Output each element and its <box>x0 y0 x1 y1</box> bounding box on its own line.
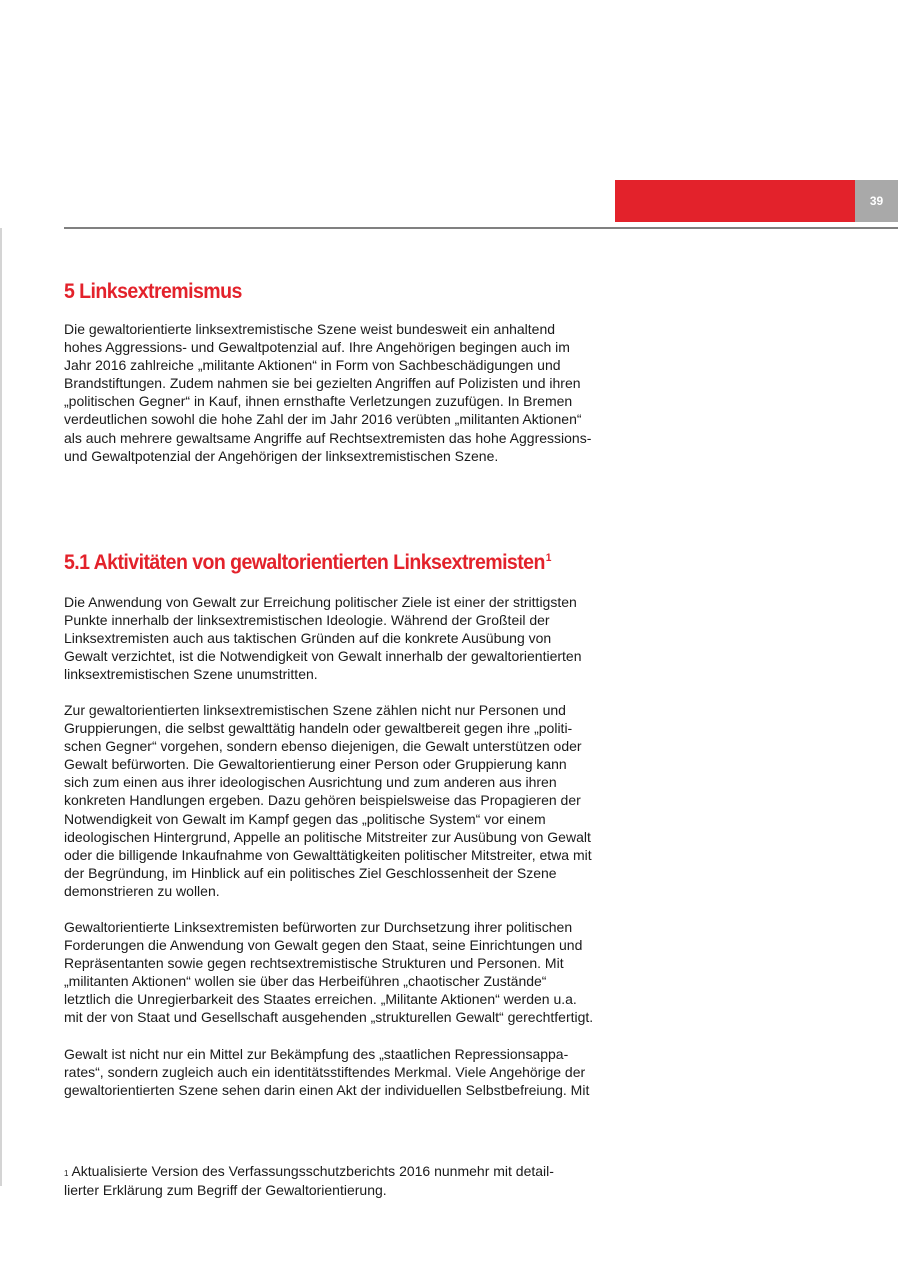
left-page-edge <box>0 228 2 1186</box>
text-line: Linksextremisten auch aus taktischen Gründen auf die konkrete Ausübung von <box>64 630 552 647</box>
text-line: Gewalt befürworten. Die Gewaltorientierung einer Person oder Gruppierung kann <box>64 756 567 773</box>
text-line: schen Gegner“ vorgehen, sondern ebenso diejenigen, die Gewalt unterstützen oder <box>64 738 582 755</box>
footnote-text: Aktualisierte Version des Verfassungsschutzberichts 2016 nunmehr mit detail- <box>71 1163 554 1179</box>
section51-paragraph-4 <box>64 1045 589 1099</box>
text-line: Repräsentanten sowie gegen rechtsextremistische Strukturen und Personen. Mit <box>64 955 564 972</box>
text-line: „politischen Gegner“ in Kauf, ihnen ernsthafte Verletzungen zuzufügen. In Bremen <box>64 393 573 410</box>
section51-paragraph-1 <box>64 593 582 683</box>
section5-paragraph <box>64 320 591 465</box>
text-line: rates“, sondern zugleich auch ein identitätsstiftendes Merkmal. Viele Angehörige der <box>64 1064 586 1081</box>
header-rule <box>64 227 898 229</box>
footnote-reference: 1 <box>545 552 551 564</box>
text-line: „militanten Aktionen“ wollen sie über das Herbeiführen „chaotischer Zustände“ <box>64 973 547 990</box>
footnote-line <box>64 1162 554 1181</box>
text-line: Gewalt ist nicht nur ein Mittel zur Bekämpfung des „staatlichen Repressionsappa- <box>64 1046 569 1062</box>
page-number: 39 <box>855 180 898 222</box>
text-line: Punkte innerhalb der linksextremistischen Ideologie. Während der Großteil der <box>64 612 550 629</box>
text-line: und Gewaltpotenzial der Angehörigen der linksextremistischen Szene. <box>64 447 499 464</box>
text-line: Die Anwendung von Gewalt zur Erreichung politischer Ziele ist einer der strittigsten <box>64 594 577 610</box>
text-line: letztlich die Unregierbarkeit des Staates erreichen. „Militante Aktionen“ werden u.a. <box>64 991 577 1008</box>
text-line: Die gewaltorientierte linksextremistische Szene weist bundesweit ein anhaltend <box>64 321 556 337</box>
section-title-text: 5.1 Aktivitäten von gewaltorientierten Linksextremisten <box>64 551 545 574</box>
text-line: der Begründung, im Hinblick auf ein politisches Ziel Geschlossenheit der Szene <box>64 864 557 881</box>
footnote-line: lierter Erklärung zum Begriff der Gewaltorientierung. <box>64 1181 387 1198</box>
text-line: Gewalt verzichtet, ist die Notwendigkeit von Gewalt innerhalb der gewaltorientierten <box>64 648 582 665</box>
section-title-aktivitaeten <box>64 551 551 575</box>
text-line: Gruppierungen, die selbst gewalttätig handeln oder gewaltbereit gegen ihre „politi- <box>64 720 573 737</box>
section51-paragraph-2 <box>64 701 592 900</box>
text-line: Brandstiftungen. Zudem nahmen sie bei gezielten Angriffen auf Polizisten und ihren <box>64 375 581 392</box>
text-line: gewaltorientierten Szene sehen darin einen Akt der individuellen Selbstbefreiung. Mit <box>64 1082 590 1099</box>
text-line: Zur gewaltorientierten linksextremistischen Szene zählen nicht nur Personen und <box>64 702 566 718</box>
text-line: als auch mehrere gewaltsame Angriffe auf Rechtsextremisten das hohe Aggressions- <box>64 429 592 446</box>
section-title-linksextremismus: 5 Linksextremismus <box>64 280 242 303</box>
text-line: Gewaltorientierte Linksextremisten befürworten zur Durchsetzung ihrer politischen <box>64 919 573 935</box>
header-red-bar <box>615 180 855 222</box>
text-line: Jahr 2016 zahlreiche „militante Aktionen“ in Form von Sachbeschädigungen und <box>64 357 561 374</box>
text-line: demonstrieren zu wollen. <box>64 882 220 899</box>
text-line: Forderungen die Anwendung von Gewalt gegen den Staat, seine Einrichtungen und <box>64 937 583 954</box>
section51-paragraph-3 <box>64 918 593 1027</box>
text-line: ideologischen Hintergrund, Appelle an politische Mitstreiter zur Ausübung von Gewalt <box>64 828 591 845</box>
text-line: oder die billigende Inkaufnahme von Gewalttätigkeiten politischer Mitstreiter, etwa mit <box>64 846 592 863</box>
text-line: Notwendigkeit von Gewalt im Kampf gegen das „politische System“ vor einem <box>64 810 546 827</box>
text-line: mit der von Staat und Gesellschaft ausgehenden „strukturellen Gewalt“ gerechtfertigt. <box>64 1009 594 1026</box>
footnote <box>64 1162 554 1199</box>
text-line: linksextremistischen Szene unumstritten. <box>64 666 318 683</box>
footnote-number: 1 <box>64 1169 69 1178</box>
text-line: sich zum einen aus ihrer ideologischen Ausrichtung und zum anderen aus ihren <box>64 774 557 791</box>
text-line: verdeutlichen sowohl die hohe Zahl der im Jahr 2016 verübten „militanten Aktionen“ <box>64 411 582 428</box>
text-line: konkreten Handlungen ergeben. Dazu gehören beispielsweise das Propagieren der <box>64 792 581 809</box>
text-line: hohes Aggressions- und Gewaltpotenzial auf. Ihre Angehörigen begingen auch im <box>64 339 570 356</box>
